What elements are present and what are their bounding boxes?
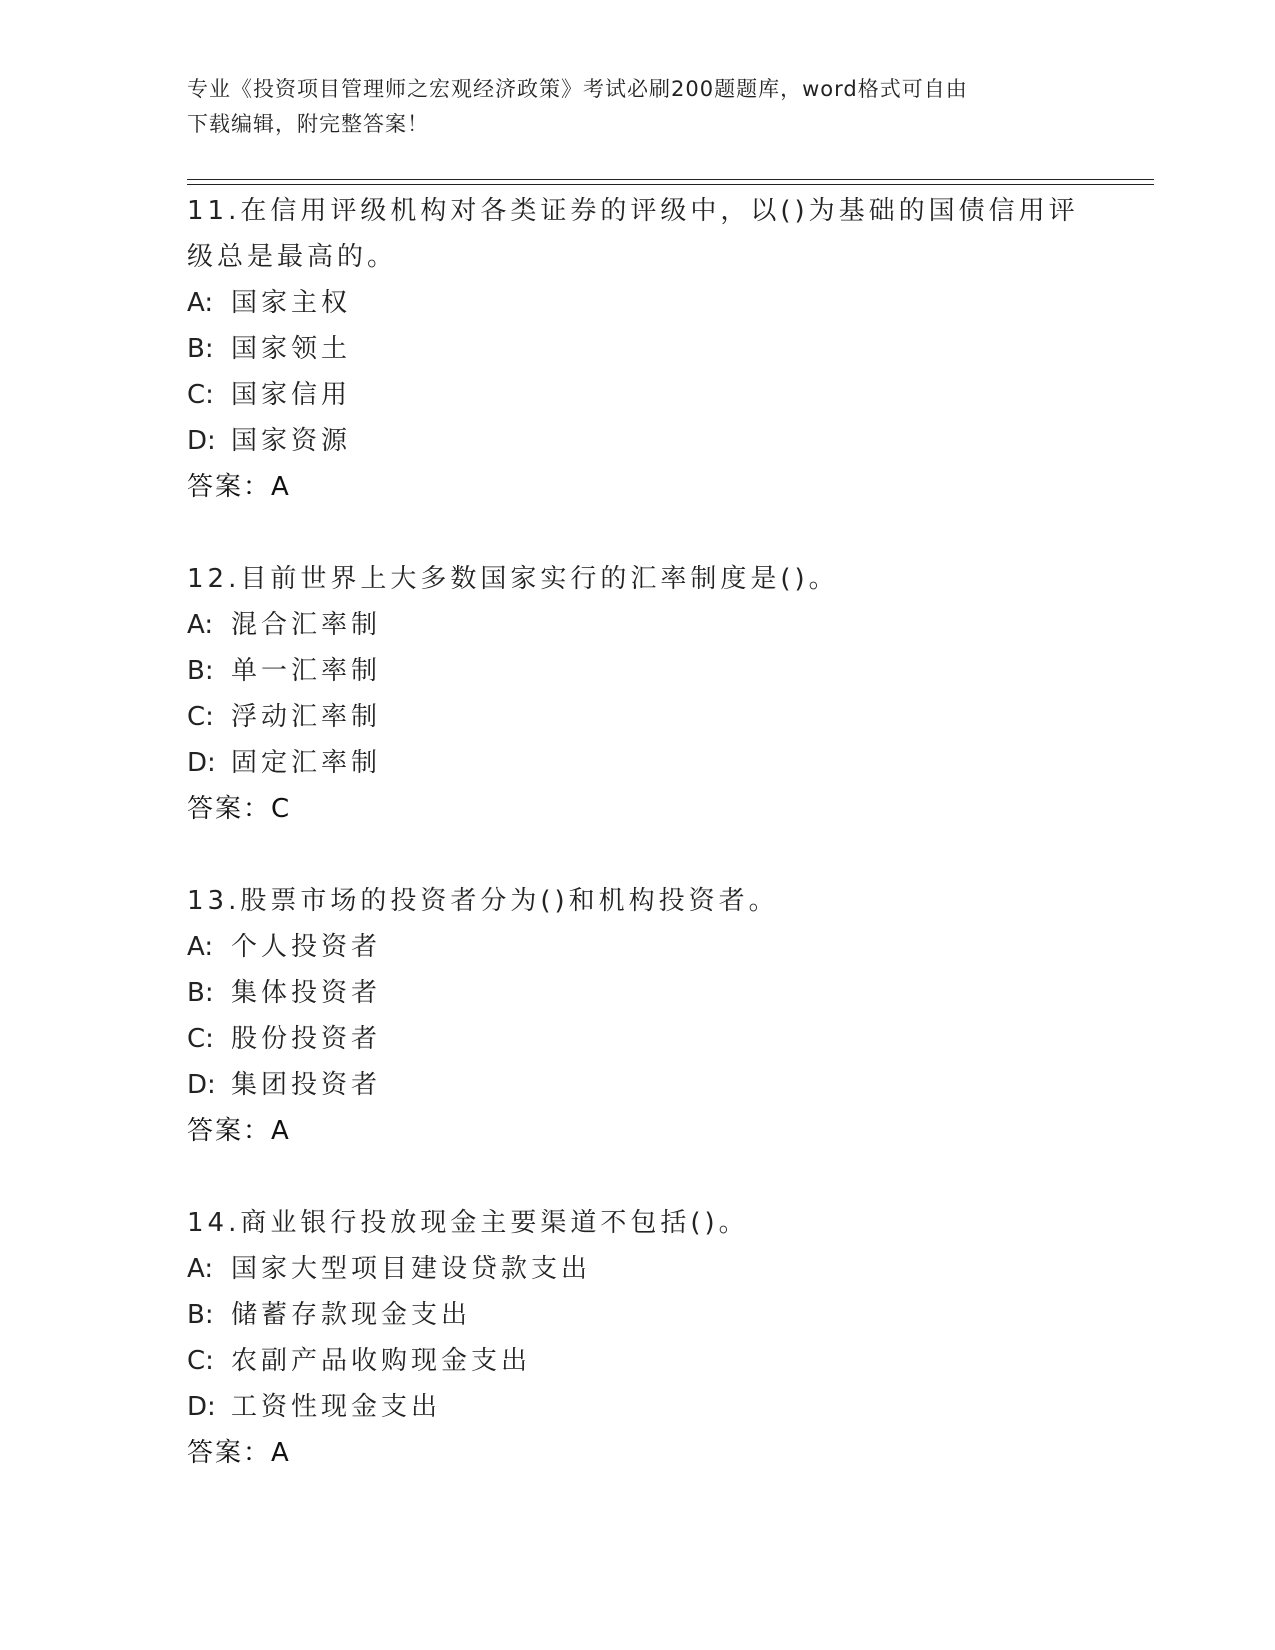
question-stem: 11.在信用评级机构对各类证券的评级中，以()为基础的国债信用评级总是最高的。 [187,196,1079,272]
option-d [187,1384,1087,1430]
option-letter: C: [187,1024,214,1054]
header-divider-bottom [187,184,1154,185]
option-letter: A: [187,932,214,962]
option-letter: D: [187,748,216,778]
option-a [187,602,1087,648]
header-divider-top [187,179,1154,180]
answer-value: A [271,472,290,502]
question-stem: 13.股票市场的投资者分为()和机构投资者。 [187,886,779,916]
option-letter: A: [187,1254,214,1284]
question-stem: 14.商业银行投放现金主要渠道不包括()。 [187,1208,749,1238]
answer-label: 答案： [187,794,272,824]
option-text: 储蓄存款现金支出 [231,1300,472,1330]
header-line-1: 专业《投资项目管理师之宏观经济政策》考试必刷200题题库，word格式可自由 [187,77,968,101]
answer-line [187,1430,1087,1476]
option-c [187,372,1087,418]
option-text: 混合汇率制 [231,610,382,640]
option-letter: B: [187,1300,214,1330]
option-letter: B: [187,656,214,686]
option-text: 集体投资者 [231,978,382,1008]
option-text: 农副产品收购现金支出 [231,1346,532,1376]
answer-line [187,464,1087,510]
answer-value: C [271,794,291,824]
option-d [187,1062,1087,1108]
option-letter: B: [187,978,214,1008]
question-list [187,188,1087,1522]
option-text: 国家信用 [231,380,352,410]
option-letter: C: [187,1346,214,1376]
question-stem: 12.目前世界上大多数国家实行的汇率制度是()。 [187,564,839,594]
option-b [187,1292,1087,1338]
question-12 [187,556,1087,832]
answer-line [187,1108,1087,1154]
option-b [187,326,1087,372]
option-c [187,1338,1087,1384]
option-c [187,1016,1087,1062]
option-letter: D: [187,1392,216,1422]
option-a [187,280,1087,326]
answer-value: A [271,1116,290,1146]
option-text: 固定汇率制 [231,748,382,778]
header-line-2: 下载编辑，附完整答案！ [187,112,429,136]
question-11 [187,188,1087,510]
option-text: 股份投资者 [231,1024,382,1054]
option-b [187,648,1087,694]
option-text: 国家主权 [231,288,352,318]
answer-line [187,786,1087,832]
answer-label: 答案： [187,472,272,502]
answer-label: 答案： [187,1116,272,1146]
option-letter: C: [187,380,214,410]
option-d [187,740,1087,786]
option-text: 个人投资者 [231,932,382,962]
option-text: 国家资源 [231,426,352,456]
option-a [187,1246,1087,1292]
question-13 [187,878,1087,1154]
option-text: 国家大型项目建设贷款支出 [231,1254,592,1284]
option-letter: D: [187,426,216,456]
answer-value: A [271,1438,290,1468]
option-a [187,924,1087,970]
option-letter: A: [187,610,214,640]
document-header [187,72,1067,142]
option-letter: A: [187,288,214,318]
option-b [187,970,1087,1016]
option-text: 单一汇率制 [231,656,382,686]
option-d [187,418,1087,464]
option-text: 国家领土 [231,334,352,364]
option-text: 工资性现金支出 [231,1392,442,1422]
option-c [187,694,1087,740]
option-letter: D: [187,1070,216,1100]
question-14 [187,1200,1087,1476]
answer-label: 答案： [187,1438,272,1468]
option-letter: B: [187,334,214,364]
option-text: 浮动汇率制 [231,702,382,732]
option-letter: C: [187,702,214,732]
option-text: 集团投资者 [231,1070,382,1100]
